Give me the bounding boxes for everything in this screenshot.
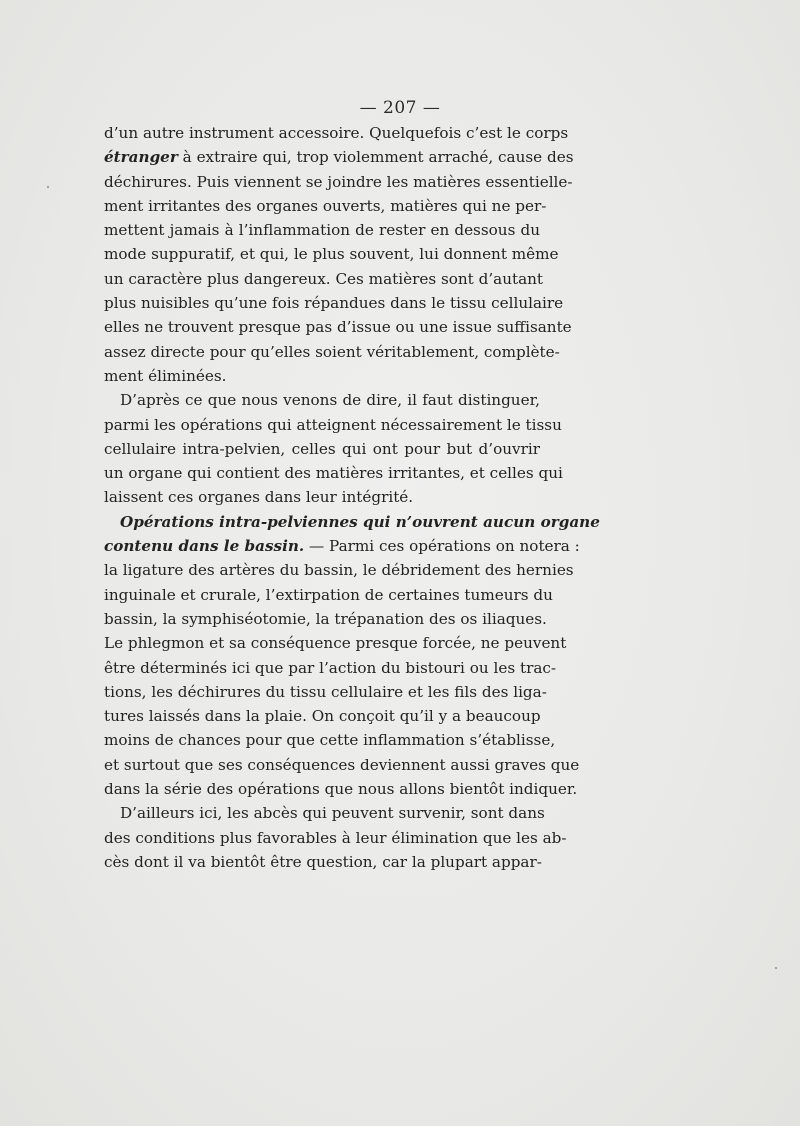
text-line: D’ailleurs ici, les abcès qui peuvent survenir, sont dans (120, 804, 545, 823)
italic-text: étranger (104, 148, 178, 167)
text-line: cès dont il va bientôt être question, car la plupart appar- (104, 852, 542, 871)
text-line: ment irritantes des organes ouverts, matières qui ne per- (104, 196, 547, 215)
text-line: être déterminés ici que par l’action du bistouri ou les trac- (104, 658, 557, 677)
text-line: et surtout que ses conséquences deviennent aussi graves que (104, 755, 580, 774)
text-line: tures laissés dans la plaie. On conçoit qu’il y a beaucoup (104, 707, 541, 726)
body-text (104, 121, 600, 874)
text-line: ment éliminées. (104, 366, 227, 385)
text-line: assez directe pour qu’elles soient véritablement, complète- (104, 342, 560, 361)
text-line: D’après ce que nous venons de dire, il faut distinguer, (120, 391, 540, 410)
text-line (104, 145, 574, 169)
text-line: d’un autre instrument accessoire. Quelquefois c’est le corps (104, 124, 569, 142)
paper-speck (775, 967, 777, 969)
text-line: plus nuisibles qu’une fois répandues dans le tissu cellulaire (104, 294, 564, 313)
paper-speck (47, 186, 49, 188)
text-line: bassin, la symphiséotomie, la trépanation des os iliaques. (104, 609, 547, 628)
text-line (104, 510, 600, 534)
italic-text: contenu dans le bassin. (104, 537, 305, 556)
text-line: elles ne trouvent presque pas d’issue ou une issue suffisante (104, 318, 572, 337)
text-line: inguinale et crurale, l’extirpation de certaines tumeurs du (104, 585, 553, 604)
text-line: laissent ces organes dans leur intégrité. (104, 488, 414, 507)
text-line: parmi les opérations qui atteignent nécessairement le tissu (104, 415, 562, 434)
text-line: déchirures. Puis viennent se joindre les matières essentielle- (104, 172, 573, 191)
line-text: — Parmi ces opérations on notera : (304, 537, 580, 556)
line-text: à extraire qui, trop violemment arraché, cause des (177, 148, 574, 167)
text-line: mettent jamais à l’inflammation de rester en dessous du (104, 221, 540, 240)
text-line: la ligature des artères du bassin, le débridement des hernies (104, 561, 574, 580)
text-line: tions, les déchirures du tissu cellulaire et les fils des liga- (104, 682, 547, 701)
text-line: mode suppuratif, et qui, le plus souvent, lui donnent même (104, 245, 559, 264)
page-number: — 207 — (359, 98, 441, 118)
text-line: Le phlegmon et sa conséquence presque forcée, ne peuvent (104, 634, 567, 653)
text-line: un caractère plus dangereux. Ces matières sont d’autant (104, 269, 544, 288)
text-line: un organe qui contient des matières irritantes, et celles qui (104, 464, 563, 483)
text-line: cellulaire intra-pelvien, celles qui ont pour but d’ouvrir (104, 439, 540, 458)
text-line: dans la série des opérations que nous allons bientôt indiquer. (104, 780, 578, 799)
text-line (104, 534, 580, 558)
text-line: moins de chances pour que cette inflammation s’établisse, (104, 731, 556, 750)
italic-text: Opérations intra-pelviennes qui n’ouvrent aucun organe (120, 512, 600, 531)
text-line: des conditions plus favorables à leur élimination que les ab- (104, 828, 567, 847)
